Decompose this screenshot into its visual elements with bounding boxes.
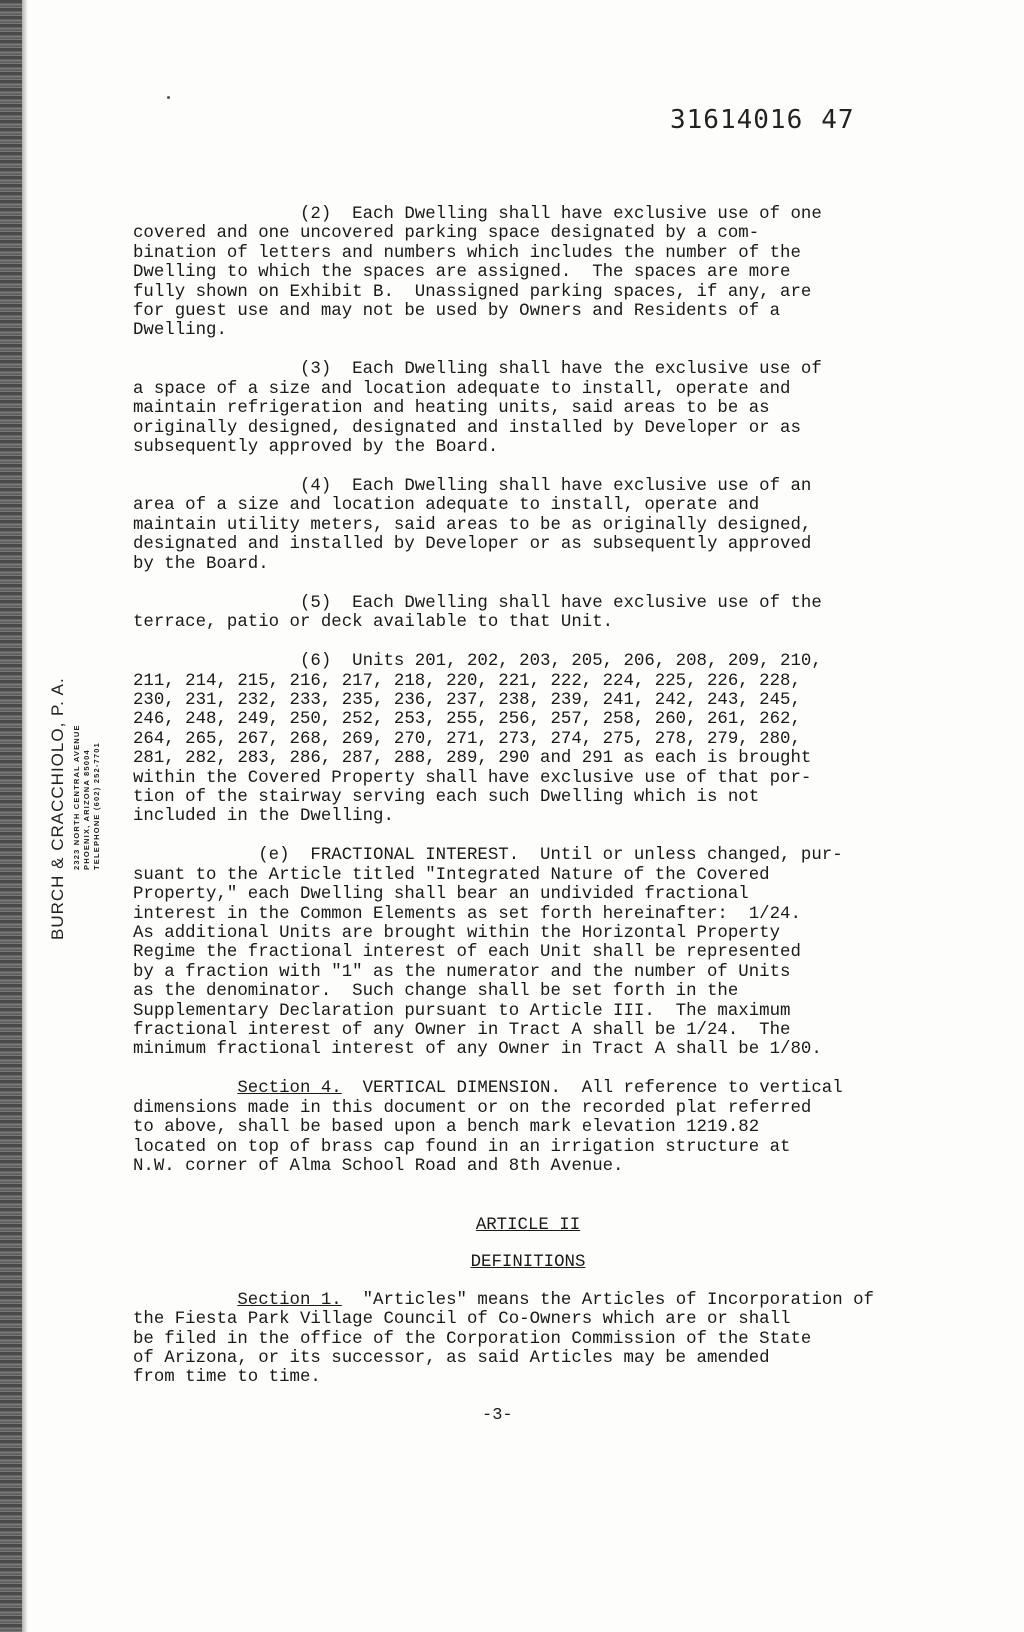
recording-number-value: 31614016 <box>670 105 804 135</box>
recording-number <box>670 105 855 135</box>
paragraph-4: (4) Each Dwelling shall have exclusive use of an area of a size and location adequate to install, operate and maintain utility meters, said areas to be as originally designed, designated and installed by Developer or as subsequently approved by the Board. <box>133 477 812 574</box>
paragraph-3: (3) Each Dwelling shall have the exclusive use of a space of a size and location adequate to install, operate and maintain refrigeration and heating units, said areas to be as originally designed, designated and installed by Developer or as subsequently approved by the Board. <box>133 360 822 458</box>
firm-address-city: PHOENIX, ARIZONA 85004 <box>82 749 91 870</box>
definitions-heading: DEFINITIONS <box>470 1253 586 1273</box>
section-4-label: Section 4. <box>237 1079 342 1099</box>
paragraph-5: (5) Each Dwelling shall have exclusive use of the terrace, patio or deck available to that Unit. <box>133 593 822 633</box>
paragraph-6: (6) Units 201, 202, 203, 205, 206, 208, 209, 210, 211, 214, 215, 216, 217, 218, 220, 221, 222, 224, 225, 226, 228, 230, 231, 232, 233, 235, 236, 237, 238, 239, 241, 242, 243, 245, 246, 248, 249, 250, 252, 253, 255, 256, 257, 258, 260, 261, 262, 264, 265, 267, 268, 269, 270, 271, 273, 274, 275, 278, 279, 280, 281, 282, 283, 286, 287, 288, 289, 290 and 291 as each is brought within the Covered Property shall have exclusive use of that por- tion of the stairway serving each such Dwelling which is not included in the Dwelling. <box>133 652 822 827</box>
firm-name: BURCH & CRACCHIOLO, P. A. <box>48 677 67 940</box>
paragraph-e-fractional-interest: (e) FRACTIONAL INTEREST. Until or unless changed, pur- suant to the Article titled "Integrated Nature of the Covered Property," each Dwelling shall bear an undivided fractional interest in the Common Elements as set forth hereinafter: 1/24. As additional Units are brought within the Horizontal Property Regime the fractional interest of each Unit shall be represented by a fraction with "1" as the numerator and the number of Units as the denominator. Such change shall be set forth in the Supplementary Declaration pursuant to Article III. The maximum fractional interest of any Owner in Tract A shall be 1/24. The minimum fractional interest of any Owner in Tract A shall be 1/80. <box>133 846 843 1060</box>
page-reference: 47 <box>821 105 855 135</box>
section-1-articles <box>133 1291 923 1388</box>
section-1-text: "Articles" means the Articles of Incorporation of the Fiesta Park Village Council of Co-Owners which are or shall be filed in the office of the Corporation Commission of the State of Arizona, or its successor, as said Articles may be amended from time to time. <box>133 1290 874 1388</box>
firm-telephone: TELEPHONE (602) 252-7701 <box>92 741 101 870</box>
firm-address-street: 2323 NORTH CENTRAL AVENUE <box>72 724 81 870</box>
section-4-vertical-dimension <box>133 1079 923 1176</box>
paragraph-2: (2) Each Dwelling shall have exclusive use of one covered and one uncovered parking space designated by a com- bination of letters and numbers which includes the number of the Dwelling to which the spaces are assigned. The spaces are more fully shown on Exhibit B. Unassigned parking spaces, if any, are for guest use and may not be used by Owners and Residents of a Dwelling. <box>133 205 822 341</box>
page-number: -3- <box>482 1406 513 1425</box>
section-4-text: VERTICAL DIMENSION. All reference to vertical dimensions made in this document or on the recorded plat referred to above, shall be based upon a bench mark elevation 1219.82 located on top of brass cap found in an irrigation structure at N.W. corner of Alma School Road and 8th Avenue. <box>133 1079 843 1177</box>
scan-speck <box>167 96 170 99</box>
document-body <box>133 205 923 1407</box>
section-1-label: Section 1. <box>237 1290 342 1310</box>
law-firm-margin-stamp <box>24 640 104 940</box>
scan-edge-artifact <box>0 0 22 1632</box>
article-heading: ARTICLE II <box>475 1216 581 1236</box>
